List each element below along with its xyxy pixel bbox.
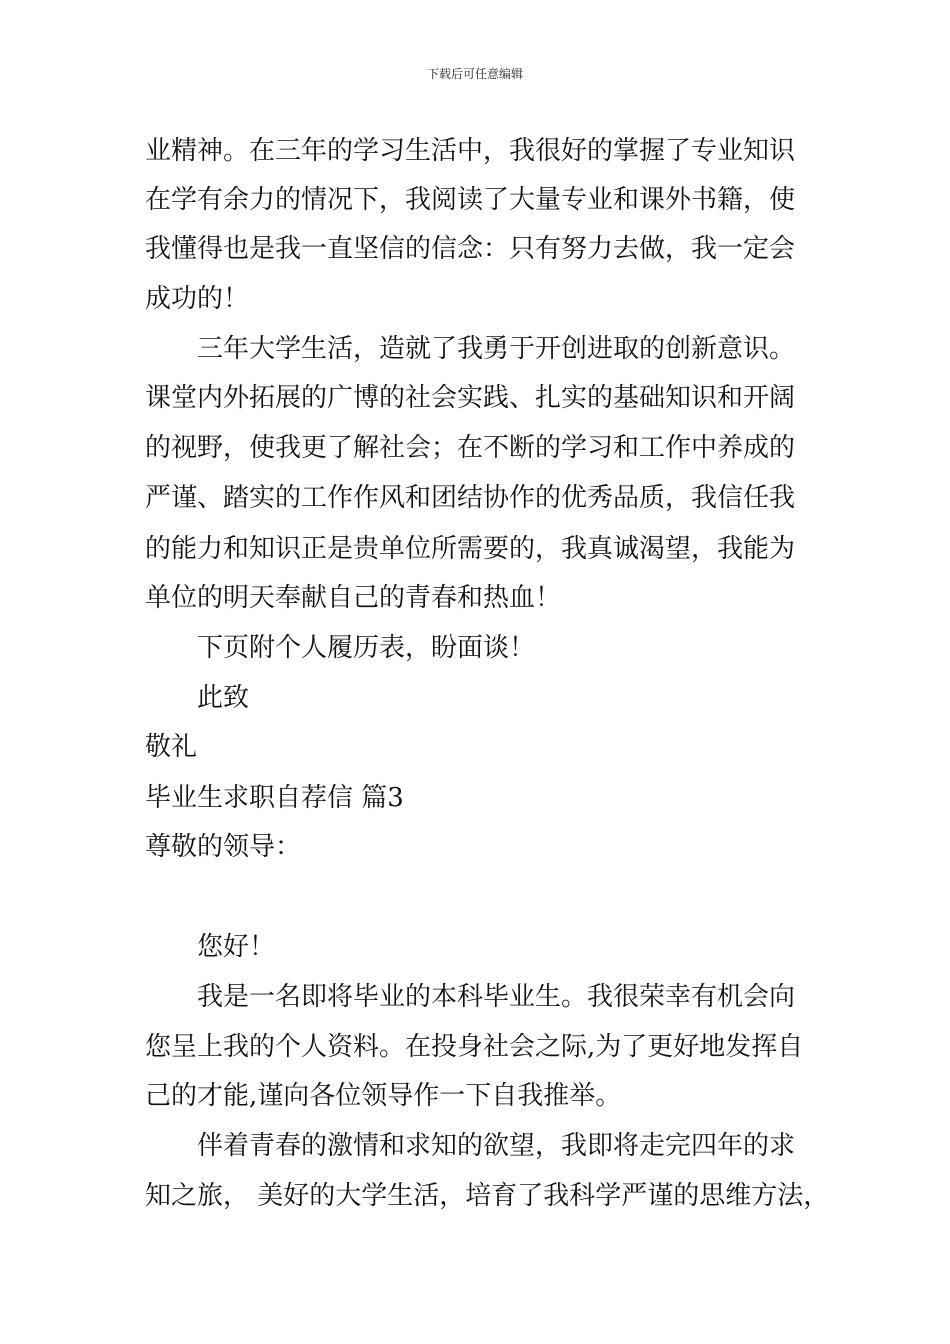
salutation-regards: 敬礼 xyxy=(145,732,198,762)
text-line: 我是一名即将毕业的本科毕业生。我很荣幸有机会向 xyxy=(197,982,796,1012)
text-line: 成功的！ xyxy=(145,284,250,314)
letter-greeting: 您好！ xyxy=(197,932,276,962)
text-line: 您呈上我的个人资料。在投身社会之际,为了更好地发挥自 xyxy=(145,1032,804,1062)
text-line: 的视野，使我更了解社会；在不断的学习和工作中养成的 xyxy=(145,433,796,463)
text-line: 单位的明天奉献自己的青春和热血！ xyxy=(145,583,562,613)
text-line: 课堂内外拓展的广博的社会实践、扎实的基础知识和开阔 xyxy=(145,383,796,413)
text-line: 伴着青春的激情和求知的欲望，我即将走完四年的求 xyxy=(197,1131,796,1161)
text-line: 己的才能,谨向各位领导作一下自我推举。 xyxy=(145,1081,622,1111)
salutation-closing: 此致 xyxy=(197,683,250,713)
page-header-note: 下载后可任意编辑 xyxy=(426,67,523,81)
text-line: 严谨、踏实的工作作风和团结协作的优秀品质，我信任我 xyxy=(145,483,796,513)
text-line: 在学有余力的情况下，我阅读了大量专业和课外书籍，使 xyxy=(145,185,796,215)
text-line: 三年大学生活，造就了我勇于开创进取的创新意识。 xyxy=(197,334,796,364)
text-line: 我懂得也是我一直坚信的信念：只有努力去做，我一定会 xyxy=(145,234,796,264)
text-line: 下页附个人履历表，盼面谈！ xyxy=(197,633,536,663)
section-title: 毕业生求职自荐信 篇3 xyxy=(145,783,404,813)
text-line: 知之旅， 美好的大学生活，培育了我科学严谨的思维方法， xyxy=(145,1181,830,1211)
text-line: 的能力和知识正是贵单位所需要的，我真诚渴望，我能为 xyxy=(145,534,796,564)
text-line: 业精神。在三年的学习生活中，我很好的掌握了专业知识 xyxy=(145,136,796,166)
letter-greeting-recipient: 尊敬的领导： xyxy=(145,832,302,862)
